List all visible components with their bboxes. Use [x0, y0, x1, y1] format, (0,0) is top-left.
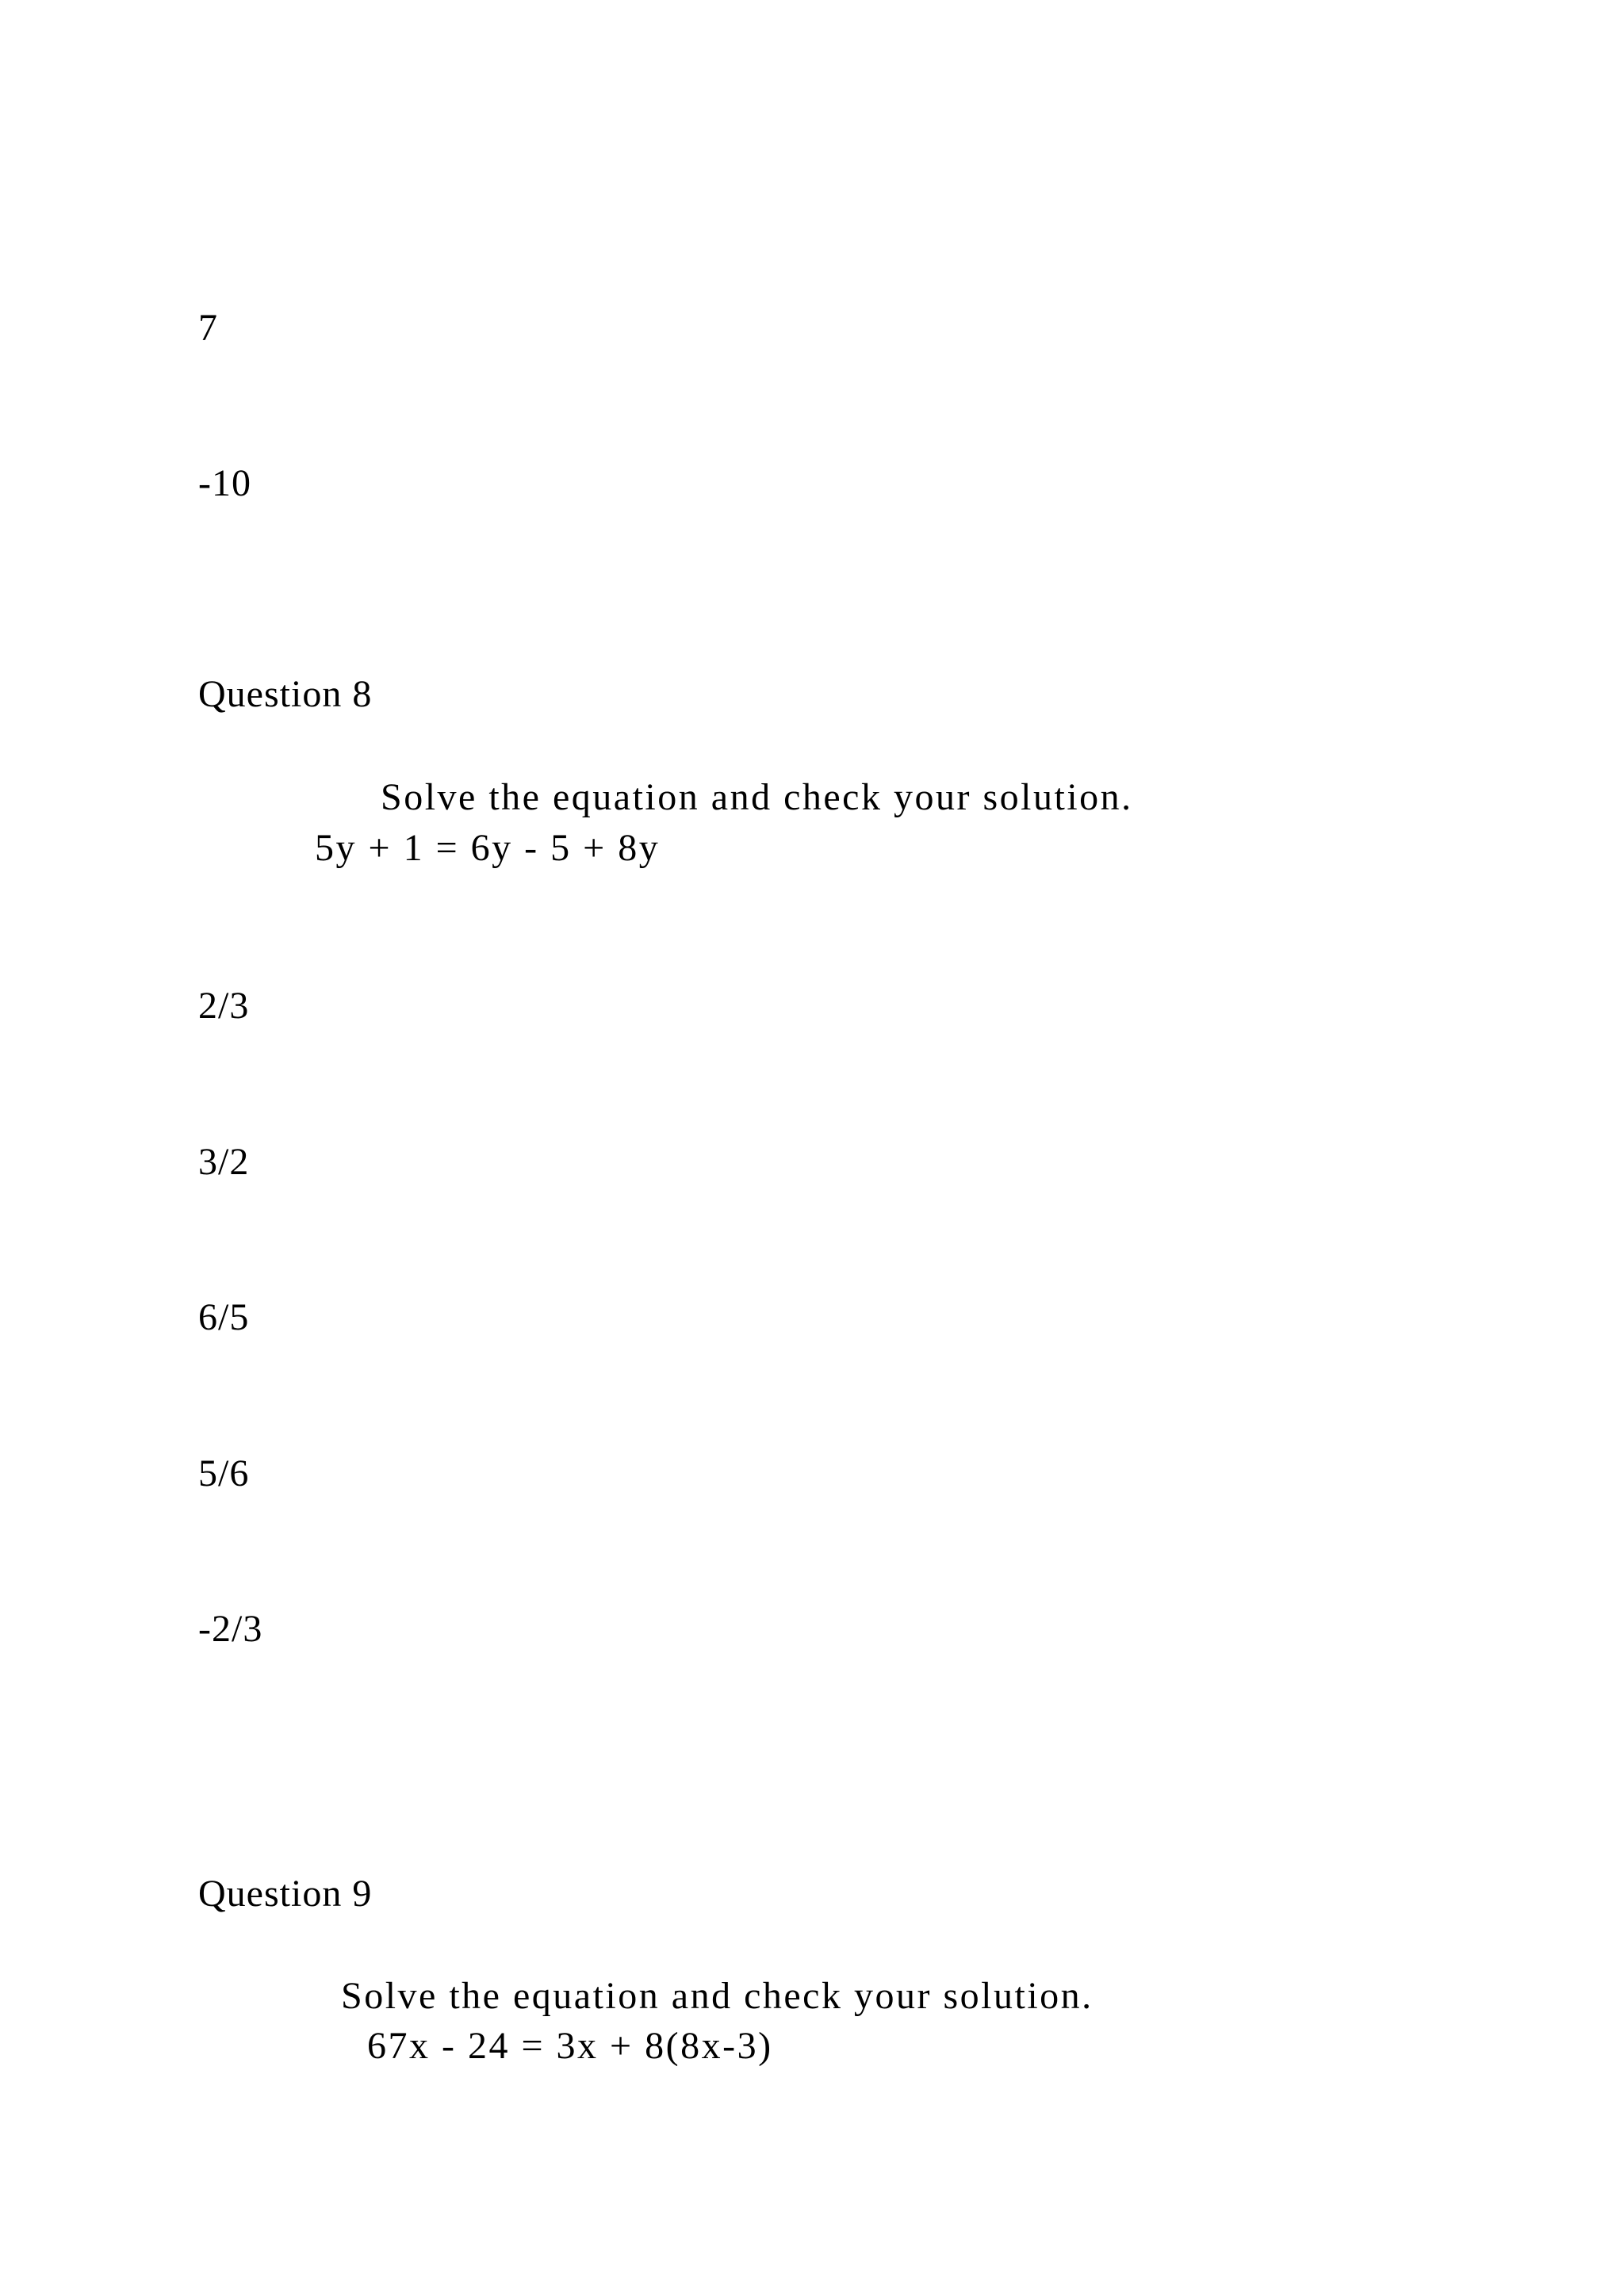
answer-option[interactable]: 6/5: [198, 1296, 250, 1338]
question-equation: 67x - 24 = 3x + 8(8x-3): [367, 2025, 773, 2067]
answer-option[interactable]: -2/3: [198, 1608, 263, 1650]
question-equation: 5y + 1 = 6y - 5 + 8y: [315, 827, 661, 869]
question-prompt: Solve the equation and check your solution.: [381, 776, 1133, 818]
answer-option[interactable]: 3/2: [198, 1141, 250, 1183]
answer-option[interactable]: 5/6: [198, 1452, 250, 1494]
answer-option[interactable]: 2/3: [198, 985, 250, 1027]
question-heading: Question 9: [198, 1873, 373, 1915]
question-prompt: Solve the equation and check your solution.: [341, 1975, 1094, 2017]
answer-option[interactable]: -10: [198, 462, 251, 504]
question-heading: Question 8: [198, 673, 373, 715]
answer-option[interactable]: 7: [198, 307, 218, 349]
